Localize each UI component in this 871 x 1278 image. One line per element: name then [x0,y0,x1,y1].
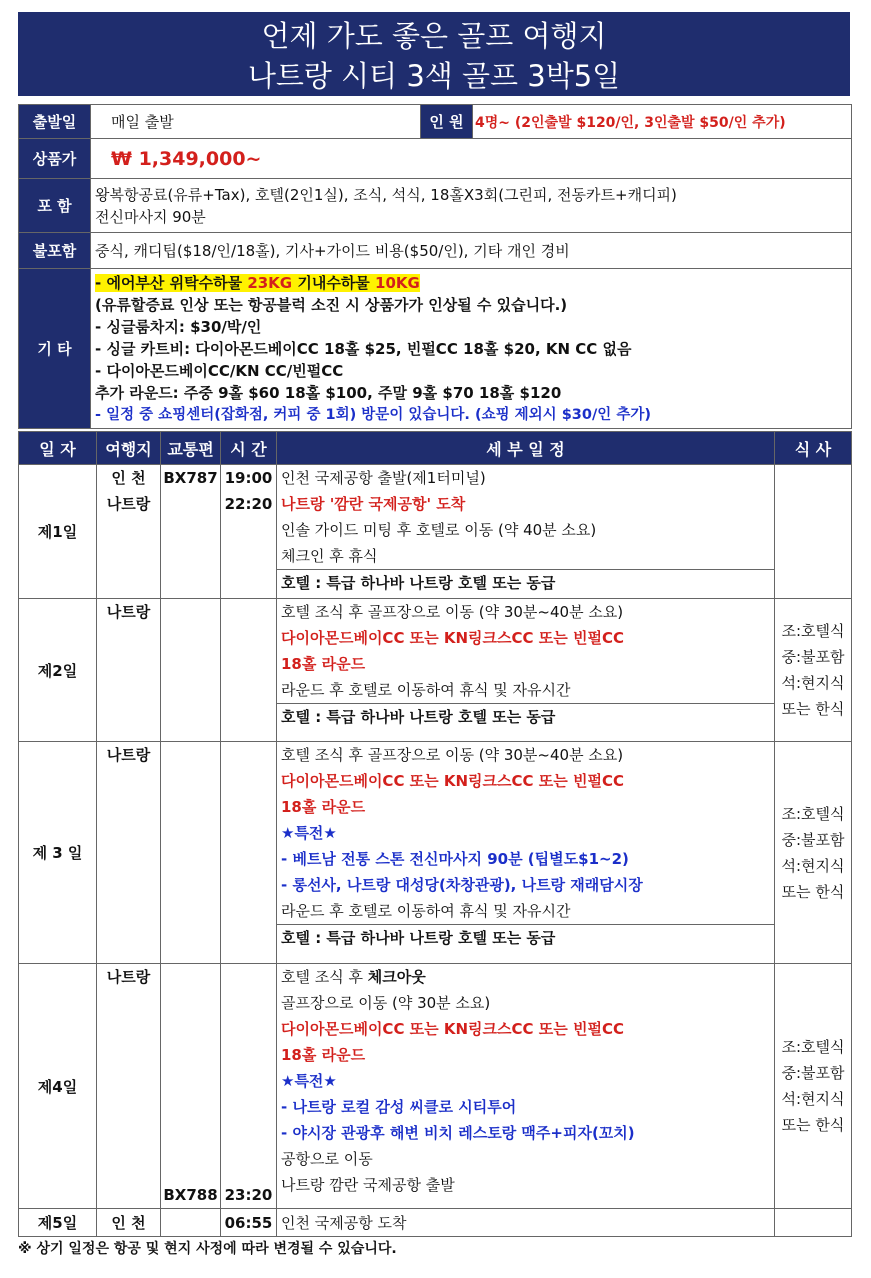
day2-l1: 호텔 조식 후 골프장으로 이동 (약 30분~40분 소요) [281,603,624,621]
header-city: 여행지 [97,432,161,465]
day2-hotel: 호텔 : 특급 하나바 나트랑 호텔 또는 동급 [277,703,774,730]
day4-l9: 나트랑 깜란 국제공항 출발 [281,1176,455,1194]
day3-city-name: 나트랑 [106,746,151,764]
day3-meal-4: 또는 한식 [781,882,845,901]
day1-l1: 인천 국제공항 출발(제1터미널) [281,469,486,487]
day1-meal [775,465,852,599]
day2-meal-1: 조:호텔식 [781,622,845,640]
etc-line-1d: 10KG [375,273,420,292]
day2-meal [775,599,852,742]
etc-line-3: - 싱글룸차지: $30/박/인 [95,317,262,336]
day3-l7: 라운드 후 호텔로 이동하여 휴식 및 자유시간 [281,902,571,920]
day2-detail [277,599,775,742]
etc-line-6: 추가 라운드: 주중 9홀 $60 18홀 $100, 주말 9홀 $70 18홀 $120 [95,383,562,402]
day1-time2: 22:20 [224,495,273,513]
day3-l1: 호텔 조식 후 골프장으로 이동 (약 30분~40분 소요) [281,746,624,764]
day1-flight-code: BX787 [163,469,218,487]
day3-meal-2: 중:불포함 [781,830,845,849]
day2-flight [161,599,221,742]
day5-time: 06:55 [221,1209,277,1237]
day1-row [19,465,852,599]
include-value [91,179,852,233]
day4-l6: - 나트랑 로컬 감성 씨클로 시티투어 [281,1098,517,1116]
day4-l1a: 호텔 조식 후 [281,968,368,986]
price-value: ₩ 1,349,000~ [91,139,852,179]
day1-hotel: 호텔 : 특급 하나바 나트랑 호텔 또는 동급 [277,569,774,596]
exclude-value: 중식, 캐디팁($18/인/18홀), 기사+가이드 비용($50/인), 기타 개인 경비 [91,233,852,269]
day3-row [19,742,852,964]
day2-time [221,599,277,742]
day3-l6: - 롱선사, 나트랑 대성당(차창관광), 나트랑 재래담시장 [281,876,643,894]
day1-time [221,465,277,599]
day3-label: 제 3 일 [19,742,97,964]
header-time: 시 간 [221,432,277,465]
day4-city [97,964,161,1209]
day3-city [97,742,161,964]
day4-l7: - 야시장 관광후 해변 비치 레스토랑 맥주+피자(꼬치) [281,1124,635,1142]
schedule-table [18,431,852,1237]
etc-line-2: (유류할증료 인상 또는 항공블럭 소진 시 상품가가 인상될 수 있습니다.) [95,295,568,314]
price-label: 상품가 [19,139,91,179]
day4-l1 [277,964,774,990]
day3-l2: 다이아몬드베이CC 또는 KN링크스CC 또는 빈펄CC [281,772,624,790]
day4-row [19,964,852,1209]
day1-city2: 나트랑 [106,495,151,513]
day5-label: 제5일 [19,1209,97,1237]
depart-label: 출발일 [19,105,91,139]
title-line1: 언제 가도 좋은 골프 여행지 [261,19,607,53]
day4-l3: 다이아몬드베이CC 또는 KN링크스CC 또는 빈펄CC [281,1020,624,1038]
etc-value [91,269,852,429]
day2-l4: 라운드 후 호텔로 이동하여 휴식 및 자유시간 [281,681,571,699]
day4-l1b: 체크아웃 [367,968,426,986]
footnote: ※ 상기 일정은 항공 및 현지 사정에 따라 변경될 수 있습니다. [18,1241,397,1257]
etc-label: 기 타 [19,269,91,429]
people-value: 4명~ (2인출발 $120/인, 3인출발 $50/인 추가) [473,105,852,139]
day1-l4: 체크인 후 휴식 [281,547,378,565]
day1-flight [161,465,221,599]
etc-line-1 [95,272,847,294]
header-day: 일 자 [19,432,97,465]
day3-l4: ★특전★ [281,824,337,842]
day3-meal-1: 조:호텔식 [781,804,845,823]
day2-row [19,599,852,742]
day2-meal-3: 석:현지식 [781,674,845,692]
day1-detail [277,465,775,599]
day2-meal-4: 또는 한식 [781,700,845,718]
day5-flight [161,1209,221,1237]
day4-detail [277,964,775,1209]
day2-l2: 다이아몬드베이CC 또는 KN링크스CC 또는 빈펄CC [281,629,624,647]
etc-line-1b: 23KG [247,273,293,292]
day1-l2: 나트랑 '깜란 국제공항' 도착 [281,495,466,513]
day1-time1: 19:00 [224,469,273,487]
day1-label: 제1일 [19,465,97,599]
info-table [18,104,852,429]
day4-meal-3: 석:현지식 [781,1090,845,1108]
day4-meal-2: 중:불포함 [781,1064,845,1082]
title-banner [18,12,850,96]
day3-detail [277,742,775,964]
etc-line-4: - 싱글 카트비: 다이아몬드베이CC 18홀 $25, 빈펄CC 18홀 $20, KN CC 없음 [95,339,632,358]
day4-meal-4: 또는 한식 [781,1116,845,1134]
day3-hotel: 호텔 : 특급 하나바 나트랑 호텔 또는 동급 [277,924,774,951]
day4-label: 제4일 [19,964,97,1209]
day2-l3: 18홀 라운드 [281,655,366,673]
day3-l5: - 베트남 전통 스톤 전신마사지 90분 (팁별도$1~2) [281,850,629,868]
day4-l4: 18홀 라운드 [281,1046,366,1064]
day4-flight-code: BX788 [163,1186,218,1204]
day1-city1: 인 천 [111,469,146,487]
day4-time-value: 23:20 [224,1186,273,1204]
title-line2: 나트랑 시티 3색 골프 3박5일 [247,59,621,93]
day3-time [221,742,277,964]
include-line-1: 왕복항공료(유류+Tax), 호텔(2인1실), 조식, 석식, 18홀X3회(그린피, 전동카트+캐디피) [95,185,677,204]
day1-city [97,465,161,599]
day2-label: 제2일 [19,599,97,742]
exclude-label: 불포함 [19,233,91,269]
etc-line-5: - 다이아몬드베이CC/KN CC/빈펄CC [95,361,344,380]
day1-l3: 인솔 가이드 미팅 후 호텔로 이동 (약 40분 소요) [281,521,597,539]
day2-meal-2: 중:불포함 [781,648,845,666]
day5-row [19,1209,852,1237]
day3-meal-3: 석:현지식 [781,856,845,875]
day3-l3: 18홀 라운드 [281,798,366,816]
day4-time [221,964,277,1209]
day5-city: 인 천 [97,1209,161,1237]
include-label: 포 함 [19,179,91,233]
day5-detail: 인천 국제공항 도착 [277,1209,775,1237]
day4-l5: ★특전★ [281,1072,337,1090]
people-label: 인 원 [421,105,473,139]
day4-l2: 골프장으로 이동 (약 30분 소요) [281,994,491,1012]
day4-l8: 공항으로 이동 [281,1150,373,1168]
day4-flight [161,964,221,1209]
day4-city-name: 나트랑 [106,968,151,986]
day5-meal [775,1209,852,1237]
header-detail: 세 부 일 정 [277,432,775,465]
day4-meal [775,964,852,1209]
day4-meal-1: 조:호텔식 [781,1038,845,1056]
include-line-2: 전신마사지 90분 [95,207,206,226]
day3-flight [161,742,221,964]
header-meal: 식 사 [775,432,852,465]
day2-city-name: 나트랑 [106,603,151,621]
day3-meal [775,742,852,964]
header-transport: 교통편 [161,432,221,465]
etc-line-1c: 기내수하물 [292,273,376,292]
depart-value: 매일 출발 [91,105,421,139]
day2-city [97,599,161,742]
etc-line-1a: - 에어부산 위탁수하물 [95,273,248,292]
etc-line-7: - 일정 중 쇼핑센터(잡화점, 커피 중 1회) 방문이 있습니다. (쇼핑 제외시 $30/인 추가) [95,406,651,423]
